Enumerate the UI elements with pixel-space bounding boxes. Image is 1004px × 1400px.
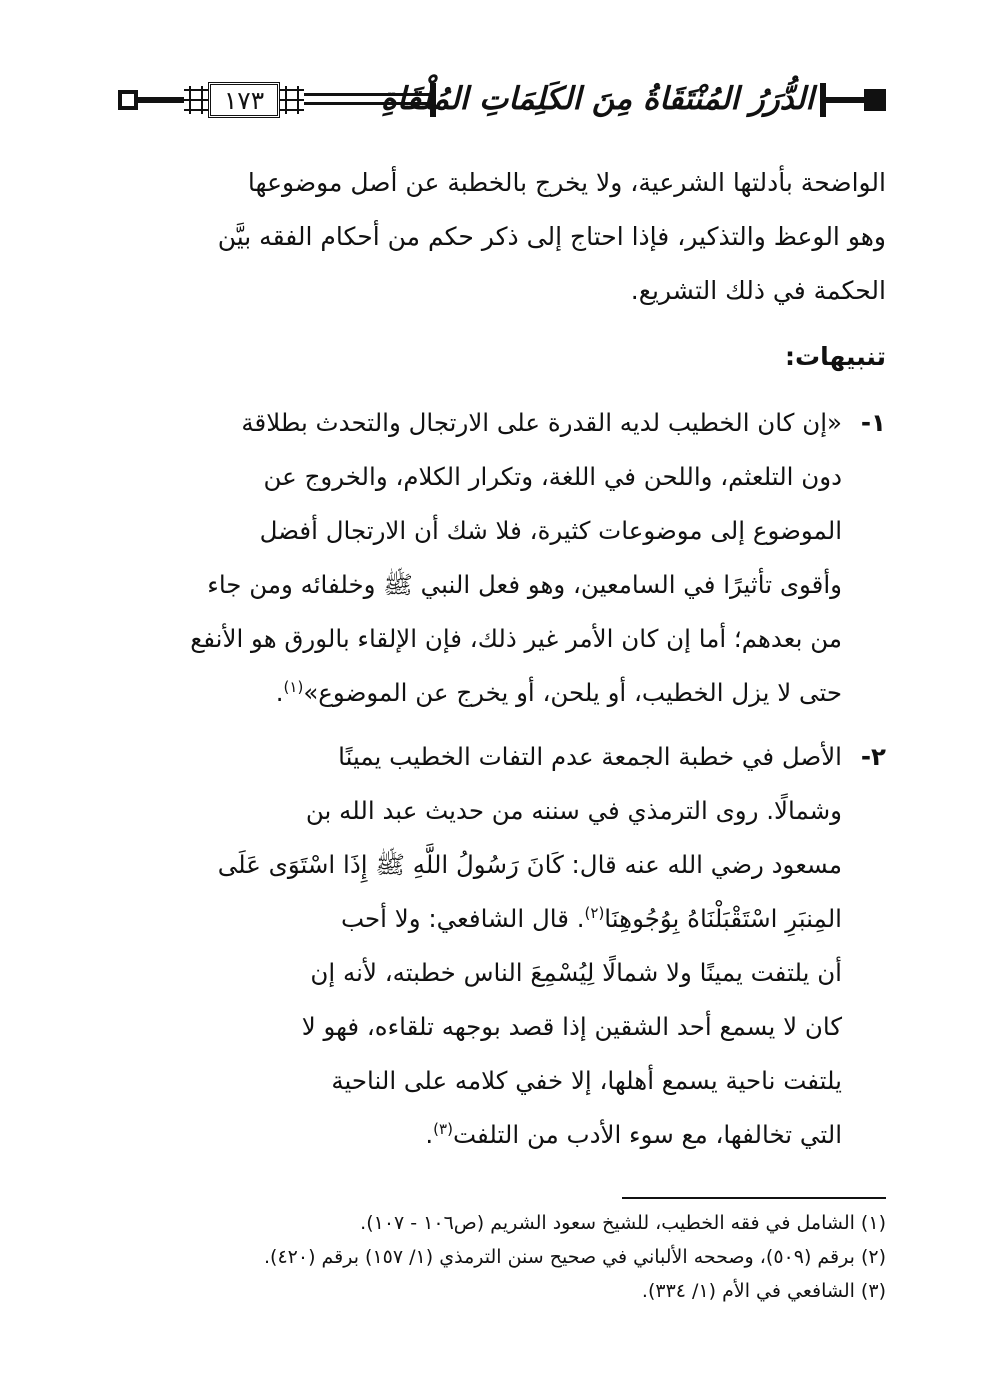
text-line [118,1108,842,1162]
text-segment: المِنبَرِ اسْتَقْبَلْنَاهُ بِوُجُوهِنَا [604,904,842,933]
text-segment: . [425,1120,434,1149]
text-line: الأصل في خطبة الجمعة عدم التفات الخطيب يمينًا [338,742,842,771]
text-line: مسعود رضي الله عنه قال: كَانَ رَسُولُ اللَّهِ ﷺ إِذَا اسْتَوَى عَلَى [217,850,842,879]
text-segment: حتى لا يزل الخطيب، أو يلحن، أو يخرج عن الموضوع» [303,678,842,707]
header-ornament-knot-left [182,84,210,116]
notes-heading: تنبيهات: [784,342,886,371]
footnote-ref: (١) [283,677,304,696]
header-ornament-knot-right [278,84,306,116]
text-line: الحكمة في ذلك التشريع. [630,276,886,305]
intro-paragraph [118,156,886,318]
note-number: ١- [860,408,886,437]
text-line: دون التلعثم، واللحن في اللغة، وتكرار الكلام، والخروج عن [263,462,842,491]
header-rule-left [138,97,184,103]
header-rule-right [826,97,866,103]
text-line: الموضوع إلى موضوعات كثيرة، فلا شك أن الارتجال أفضل [259,516,842,545]
text-line: يلتفت ناحية يسمع أهلها، إلا خفي كلامه على الناحية [331,1066,842,1095]
text-line [118,892,842,946]
note-item-2 [118,730,886,1162]
footnote-ref: (٢) [584,903,605,922]
footnote-ref: (٣) [433,1119,453,1138]
text-line: أن يلتفت يمينًا ولا شمالًا لِيُسْمِعَ الناس خطبته، لأنه إن [310,958,842,987]
footnote: (٣) الشافعي في الأم (١/ ٣٣٤). [641,1280,886,1302]
footnotes [118,1206,886,1308]
text-line: من بعدهم؛ أما إن كان الأمر غير ذلك، فإن الإلقاء بالورق هو الأنفع [190,624,842,653]
footnote-separator [622,1197,886,1199]
text-line: «إن كان الخطيب لديه القدرة على الارتجال والتحدث بطلاقة [241,408,842,437]
footnote: (٢) برقم (٥٠٩)، وصححه الألباني في صحيح سنن الترمذي (١/ ١٥٧) برقم (٤٢٠). [263,1246,886,1268]
footnote: (١) الشامل في فقه الخطيب، للشيخ سعود الشريم (ص١٠٦ - ١٠٧). [360,1212,886,1234]
text-line: وأقوى تأثيرًا في السامعين، وهو فعل النبي ﷺ وخلفائه ومن جاء [207,570,842,599]
header-ornament-square-filled [864,89,886,111]
text-line [118,666,842,720]
note-item-1 [118,396,886,720]
text-line: وهو الوعظ والتذكير، فإذا احتاج إلى ذكر حكم من أحكام الفقه بيَّن [217,222,886,251]
text-segment: . قال الشافعي: ولا أحب [340,904,585,933]
text-line: الواضحة بأدلتها الشرعية، ولا يخرج بالخطبة عن أصل موضوعها [247,168,886,197]
text-segment: . [275,678,284,707]
text-line: كان لا يسمع أحد الشقين إذا قصد بوجهه تلقاءه، فهو لا [301,1012,842,1041]
book-title: الدُّرَرُ المُنْتَقَاةُ مِنَ الكَلِمَاتِ المُلْقَاةِ [380,81,814,117]
header-ornament-square-outline [118,90,138,110]
text-segment: التي تخالفها، مع سوء الأدب من التلفت [452,1120,842,1149]
note-number: ٢- [860,742,886,771]
page-header [118,80,886,124]
page-number: ١٧٣ [208,82,280,118]
text-line: وشمالًا. روى الترمذي في سننه من حديث عبد الله بن [305,796,842,825]
